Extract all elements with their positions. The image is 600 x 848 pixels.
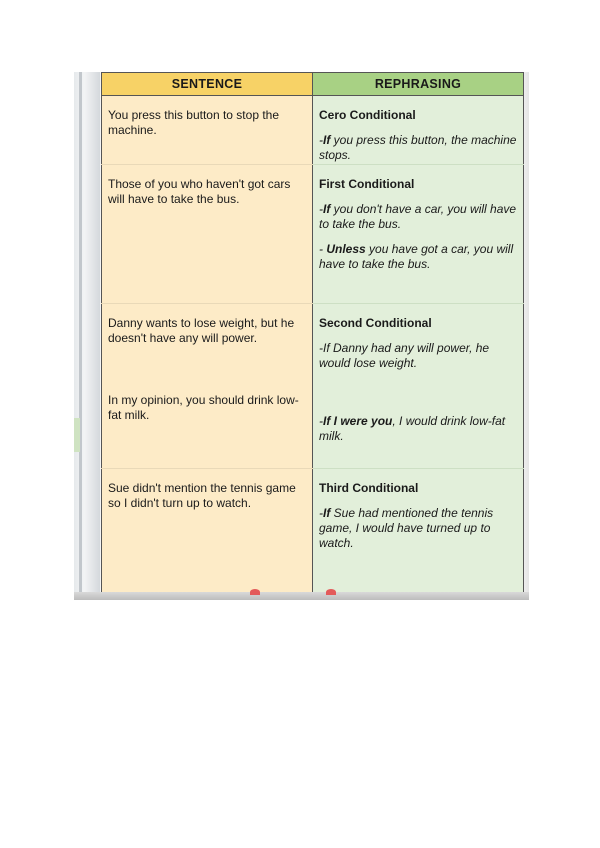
conditional-title: First Conditional [319,177,415,191]
window-border-line [79,72,82,600]
rephrased-example: -If Danny had any will power, he would lose weight. [319,341,490,370]
conditional-title: Third Conditional [319,481,419,495]
edge-highlight [74,418,80,452]
conditional-title: Cero Conditional [319,108,416,122]
keyword: If [323,202,331,216]
left-window-edge [74,72,100,600]
header-rephrasing: REPHRASING [313,73,524,96]
bottom-scrollbar-band [74,592,529,600]
rephrased-example: -If you don't have a car, you will have to take the bus. [319,202,517,231]
table-row [102,304,524,469]
red-marker-icon [326,589,336,595]
sentence-text: Sue didn't mention the tennis game so I didn't turn up to watch. [108,481,296,510]
sentence-cell [102,96,313,165]
red-marker-icon [250,589,260,595]
screenshot-frame [74,72,529,600]
header-sentence: SENTENCE [102,73,313,96]
keyword: If I were you [323,414,393,428]
rephrasing-cell [313,304,524,469]
sentence-cell [102,469,313,598]
keyword: Unless [326,242,366,256]
header-row [102,73,524,96]
rephrasing-cell [313,469,524,598]
sentence-text: You press this button to stop the machine. [108,108,280,137]
rephrasing-cell [313,165,524,304]
sentence-text: Those of you who haven't got cars will have to take the bus. [108,177,291,206]
rephrased-example: -If I were you, I would drink low-fat milk. [319,414,506,443]
conditional-title: Second Conditional [319,316,432,330]
table-row [102,165,524,304]
table-row [102,469,524,598]
sentence-text: Danny wants to lose weight, but he doesn't have any will power. [108,316,295,345]
sentence-cell [102,304,313,469]
sentence-text-second: In my opinion, you should drink low-fat milk. [108,393,299,422]
rephrased-example: - Unless you have got a car, you will have to take the bus. [319,242,514,271]
rephrasing-cell [313,96,524,165]
rephrased-example: -If Sue had mentioned the tennis game, I would have turned up to watch. [319,506,494,550]
conditionals-table [101,72,524,597]
table-row [102,96,524,165]
keyword: If [323,133,331,147]
sentence-cell [102,165,313,304]
keyword: If [323,506,331,520]
rephrased-example: -If you press this button, the machine stops. [319,133,517,162]
